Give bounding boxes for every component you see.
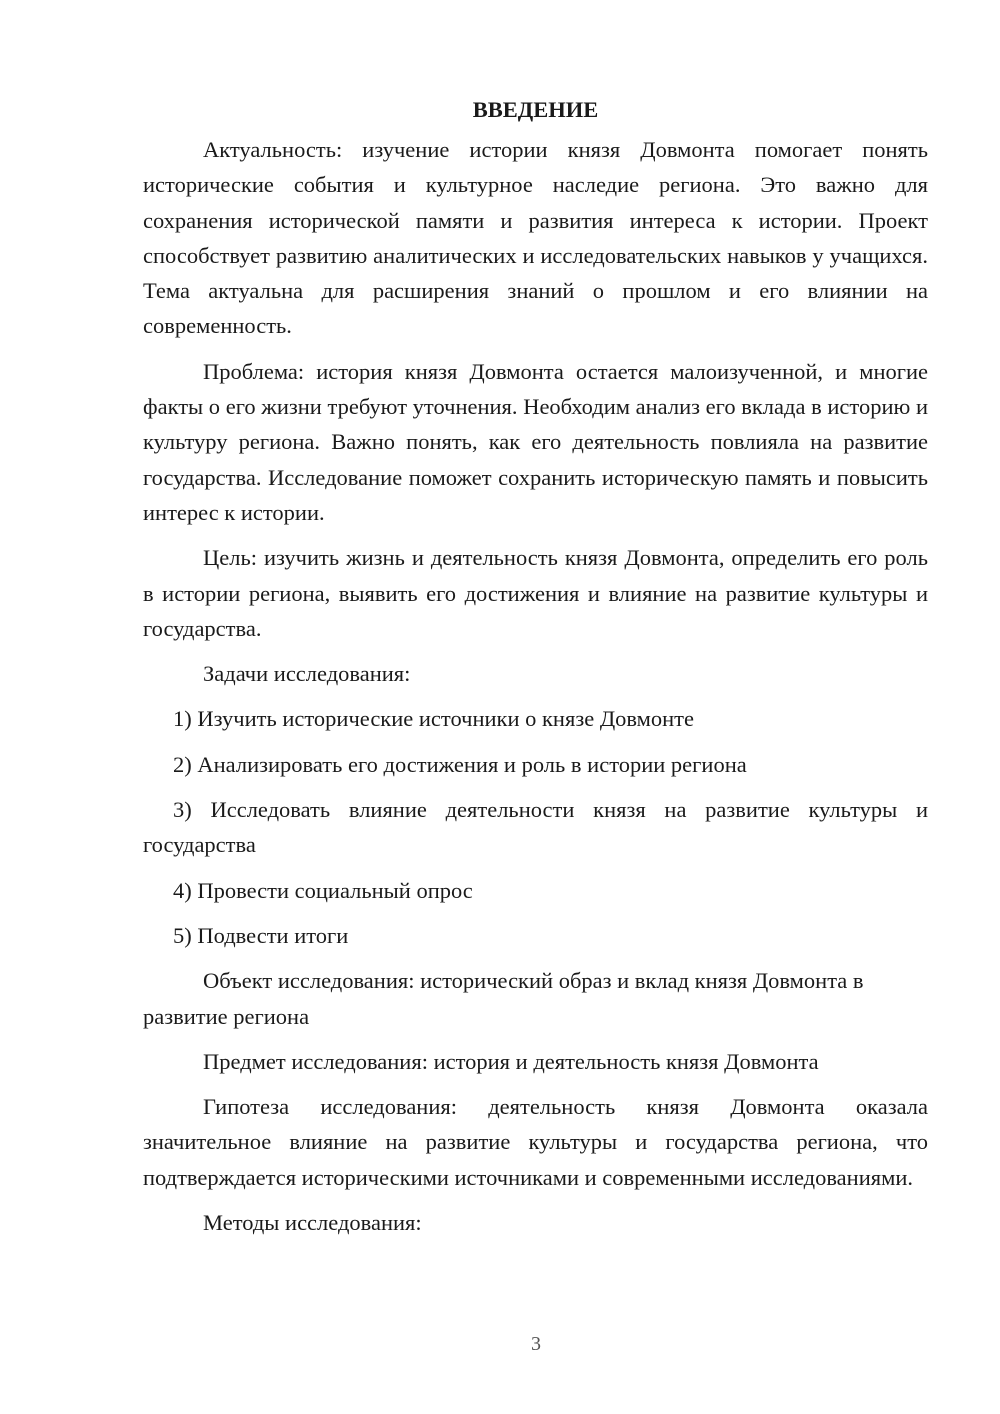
tasks-list — [143, 701, 928, 953]
relevance-paragraph: Актуальность: изучение истории князя Довмонта помогает понять исторические события и культурное наследие региона. Это важно для сохранения исторической памяти и развития интереса к истории. Проект способствует развитию аналитических и исследовательских навыков у учащихся. Тема актуальна для расширения знаний о прошлом и его влиянии на современность. — [143, 137, 928, 339]
hypothesis-paragraph: Гипотеза исследования: деятельность князя Довмонта оказала значительное влияние на развитие культуры и государства региона, что подтверждается историческими источниками и современными исследованиями. — [143, 1094, 928, 1190]
page-number: 3 — [531, 1333, 541, 1355]
task-item: 3) Исследовать влияние деятельности князя на развитие культуры и государства — [143, 797, 928, 858]
task-item: 4) Провести социальный опрос — [173, 877, 473, 903]
task-item: 2) Анализировать его достижения и роль в истории региона — [173, 751, 747, 777]
task-item: 1) Изучить исторические источники о князе Довмонте — [173, 706, 695, 732]
document-page — [143, 92, 928, 1250]
subject-paragraph: Предмет исследования: история и деятельность князя Довмонта — [203, 1048, 819, 1074]
problem-paragraph: Проблема: история князя Довмонта остается малоизученной, и многие факты о его жизни требуют уточнения. Необходим анализ его вклада в историю и культуру региона. Важно понять, как его деятельность повлияла на развитие государства. Исследование поможет сохранить историческую память и повысить интерес к истории. — [143, 358, 928, 525]
goal-paragraph: Цель: изучить жизнь и деятельность князя Довмонта, определить его роль в истории региона, выявить его достижения и влияние на развитие культуры и государства. — [143, 545, 928, 641]
object-paragraph: Объект исследования: исторический образ и вклад князя Довмонта в развитие региона — [143, 968, 864, 1029]
tasks-label: Задачи исследования: — [203, 661, 411, 687]
methods-label: Методы исследования: — [203, 1210, 422, 1236]
section-title: ВВЕДЕНИЕ — [472, 97, 599, 122]
task-item: 5) Подвести итоги — [173, 922, 349, 948]
